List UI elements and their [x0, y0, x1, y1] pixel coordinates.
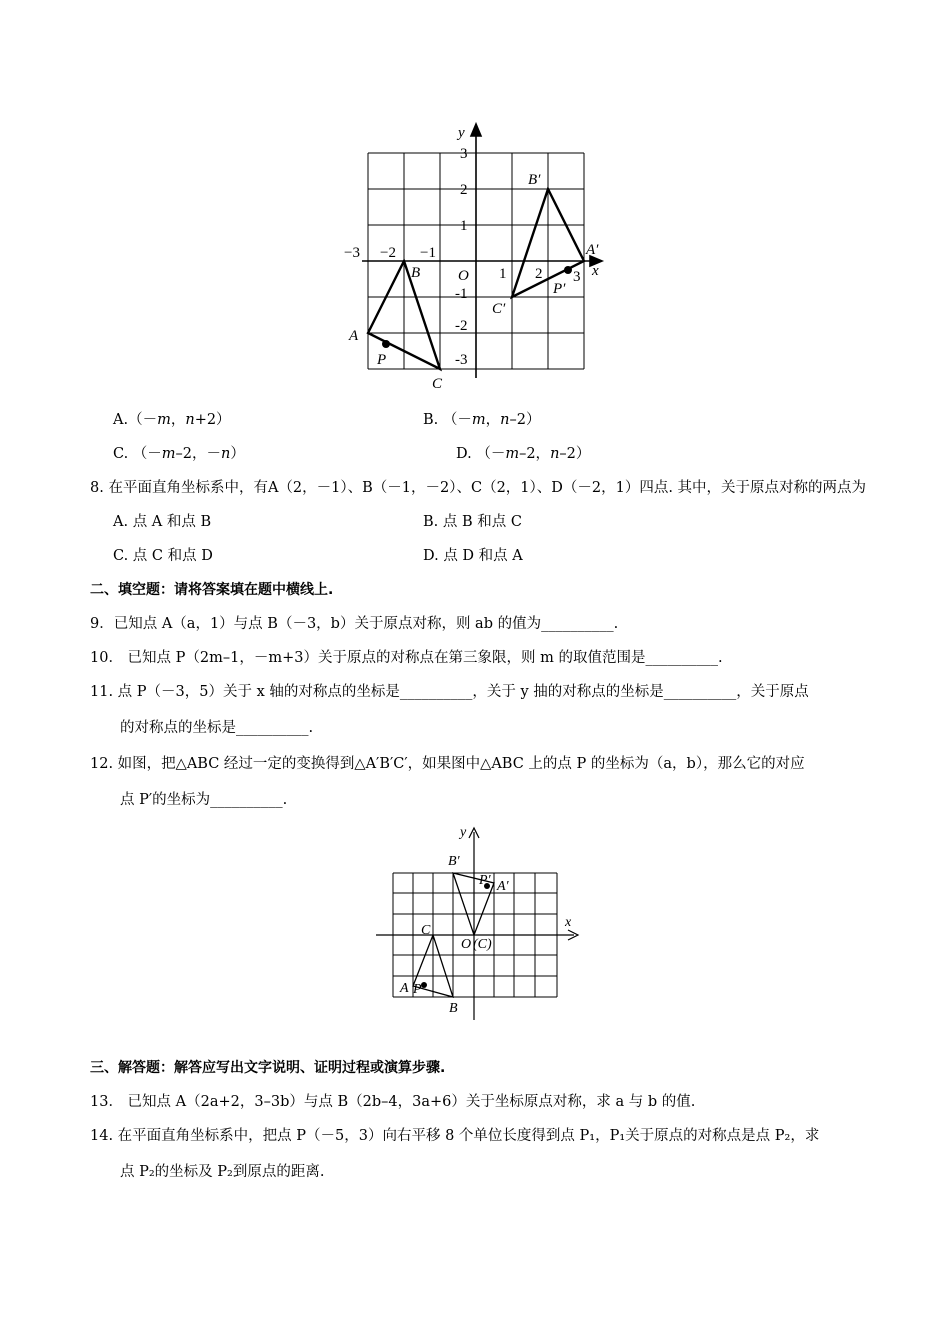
- q13: 13． 已知点 A（2a+2，3–3b）与点 B（2b–4，3a+6）关于坐标原点对称，求 a 与 b 的值.: [90, 1094, 696, 1110]
- figure-2-label-b-prime: B′: [448, 854, 460, 869]
- q14-line-2: 点 P₂的坐标及 P₂到原点的距离.: [120, 1164, 325, 1180]
- y-tick-neg1: -1: [455, 286, 468, 302]
- q8-stem: 8. 在平面直角坐标系中，有A（2，－1）、B（－1，－2）、C（2，1）、D（－2，1）四点. 其中，关于原点对称的两点为: [90, 480, 867, 496]
- label-a: A: [349, 328, 359, 344]
- y-tick-2: 2: [460, 182, 468, 198]
- figure-2-label-p: P: [413, 982, 422, 997]
- y-axis-label: y: [458, 125, 465, 141]
- x-tick-neg1: −1: [420, 245, 436, 261]
- figure-2-label-o: O: [461, 937, 472, 952]
- y-tick-1: 1: [460, 218, 468, 234]
- label-p: P: [377, 352, 387, 368]
- figure-2-label-a: A: [400, 981, 409, 996]
- q8-option-a: A. 点 A 和点 B: [113, 514, 212, 530]
- y-tick-3: 3: [460, 146, 468, 162]
- q11-line-2: 的对称点的坐标是__________.: [120, 720, 314, 736]
- figure-1-axes: [362, 124, 602, 378]
- q7-option-c: C. （－m–2，－n）: [113, 446, 245, 462]
- figure-2-coordinate-grid: [370, 820, 590, 1025]
- y-tick-neg3: -3: [455, 352, 468, 368]
- label-c: C: [432, 376, 443, 392]
- q10: 10． 已知点 P（2m–1，－m+3）关于原点的对称点在第三象限，则 m 的取值范围是__________.: [90, 650, 723, 666]
- figure-1-coordinate-grid: [330, 120, 630, 400]
- label-a-prime: A′: [586, 242, 599, 258]
- figure-2-label-p-prime: P′: [479, 873, 491, 888]
- section-3-heading: 三、解答题：解答应写出文字说明、证明过程或演算步骤.: [90, 1060, 446, 1076]
- q9: 9．已知点 A（a，1）与点 B（－3，b）关于原点对称，则 ab 的值为__________.: [90, 616, 619, 632]
- x-tick-neg3: −3: [344, 245, 360, 261]
- figure-2-label-a-prime: A′: [497, 879, 509, 894]
- q12-line-1: 12. 如图，把△ABC 经过一定的变换得到△A′B′C′，如果图中△ABC 上的点 P 的坐标为（a，b），那么它的对应: [90, 756, 805, 772]
- x-tick-neg2: −2: [380, 245, 396, 261]
- origin-label: O: [458, 268, 469, 284]
- q7-option-d: D. （－m–2，n–2）: [456, 446, 591, 462]
- q12-line-2: 点 P′的坐标为__________.: [120, 792, 288, 808]
- q8-option-d: D. 点 D 和点 A: [423, 548, 523, 564]
- point-p-prime: [564, 266, 572, 274]
- label-c-prime: C′: [492, 301, 506, 317]
- q7-option-a: A.（－m，n+2）: [113, 412, 231, 428]
- x-axis-label: x: [592, 263, 599, 279]
- label-b: B: [411, 265, 421, 281]
- q8-option-c: C. 点 C 和点 D: [113, 548, 213, 564]
- x-tick-1: 1: [499, 266, 507, 282]
- figure-2-label-b: B: [449, 1001, 458, 1016]
- q14-line-1: 14. 在平面直角坐标系中，把点 P（－5，3）向右平移 8 个单位长度得到点 P₁，P₁关于原点的对称点是点 P₂，求: [90, 1128, 820, 1144]
- q7-option-b: B. （－m，n–2）: [423, 412, 541, 428]
- label-b-prime: B′: [528, 172, 541, 188]
- figure-2-label-c: C: [421, 923, 431, 938]
- figure-2-label-c-paren: (C): [473, 937, 492, 952]
- label-p-prime: P′: [553, 281, 566, 297]
- figure-2-y-axis-label: y: [460, 825, 467, 840]
- figure-2-point-p: [421, 982, 427, 988]
- q8-option-b: B. 点 B 和点 C: [423, 514, 522, 530]
- point-p: [382, 340, 390, 348]
- x-tick-2: 2: [535, 266, 543, 282]
- section-2-heading: 二、填空题：请将答案填在题中横线上.: [90, 582, 334, 598]
- q11-line-1: 11. 点 P（－3，5）关于 x 轴的对称点的坐标是__________，关于 y 抽的对称点的坐标是__________，关于原点: [90, 684, 809, 700]
- figure-2-x-axis-label: x: [565, 915, 572, 930]
- y-tick-neg2: -2: [455, 318, 468, 334]
- x-tick-3: 3: [573, 269, 581, 285]
